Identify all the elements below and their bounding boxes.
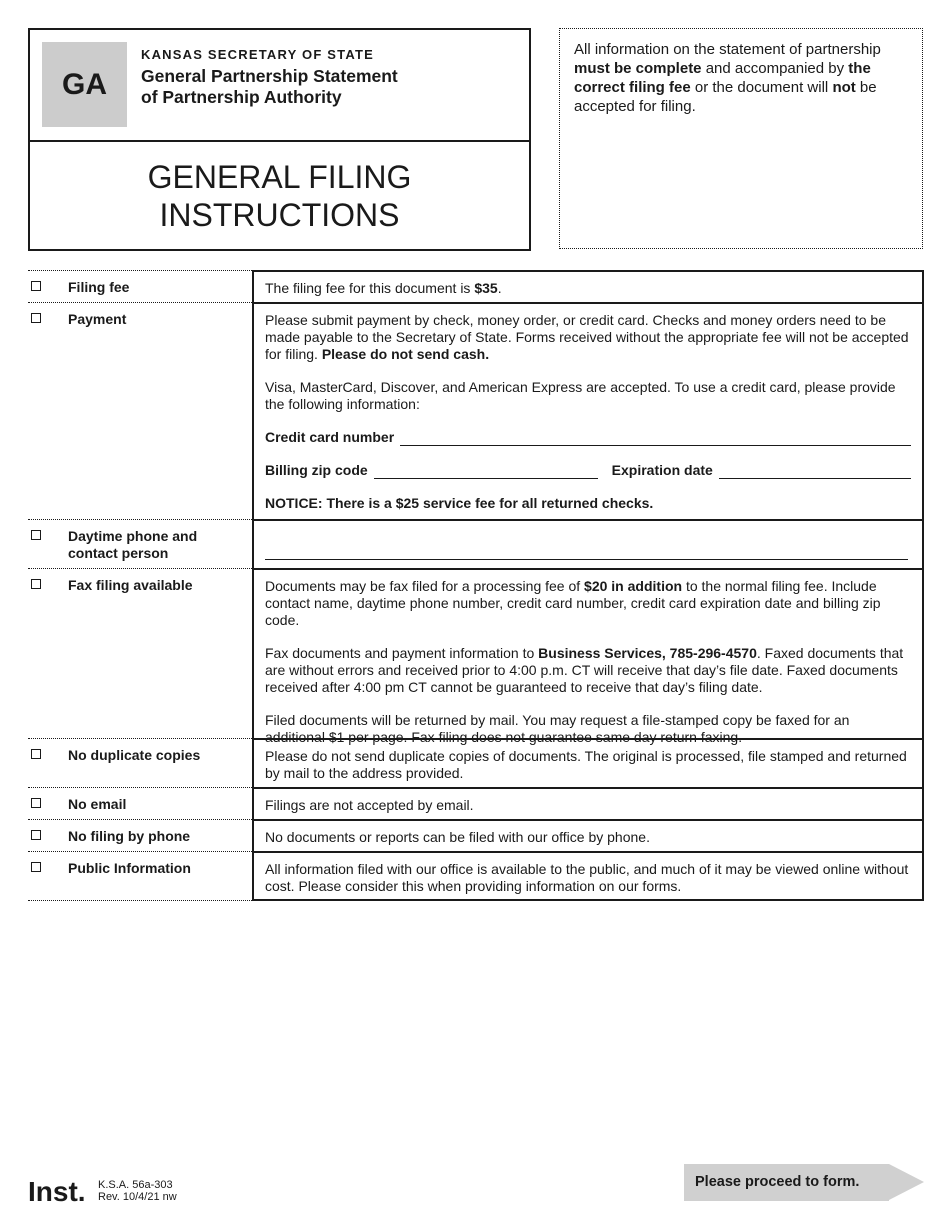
payment-paragraph [265, 312, 911, 363]
row-phone [28, 819, 924, 851]
zip-input[interactable] [374, 466, 598, 479]
fax-number: Business Services, 785-296-4570 [538, 645, 757, 661]
row-label [28, 819, 252, 851]
checkbox[interactable] [31, 579, 41, 589]
no-cash-warning: Please do not send cash. [321, 346, 490, 362]
row-label [28, 851, 252, 901]
label-contact-line-2: contact person [68, 545, 169, 561]
row-label [28, 738, 252, 787]
label-payment: Payment [68, 311, 127, 327]
notice-text: or the document will [690, 79, 833, 96]
checkbox[interactable] [31, 281, 41, 291]
row-content [252, 568, 924, 745]
payment-text: Please submit payment by check, money order, or credit card. Checks and money orders need to be made payable to the Secretary of State. Forms received without the appropriate fee will not be accepted for filing. [265, 312, 909, 362]
inst-label: Inst. [28, 1176, 86, 1207]
checkbox[interactable] [31, 798, 41, 808]
statute: K.S.A. 56a-303 [98, 1179, 173, 1191]
label-filing-fee: Filing fee [68, 279, 130, 295]
credit-card-input[interactable] [400, 433, 911, 446]
instructions-table [28, 270, 924, 901]
row-content [252, 519, 924, 568]
notice-emphasis: the correct filing fee [574, 60, 871, 96]
row-content: Please do not send duplicate copies of documents. The original is processed, file stamped and returned by mail to the address provided. [252, 738, 924, 787]
contact-input[interactable] [265, 521, 908, 560]
notice-text: be accepted for filing. [574, 79, 877, 115]
label-phone: No filing by phone [68, 828, 191, 844]
credit-card-info: Visa, MasterCard, Discover, and American Express are accepted. To use a credit card, please provide the following information: [265, 379, 896, 412]
label-duplicates: No duplicate copies [68, 747, 201, 763]
credit-card-field [265, 429, 911, 446]
revision: Rev. 10/4/21 nw [98, 1191, 177, 1203]
row-content [252, 270, 924, 302]
fax-text: Fax documents and payment information to [265, 645, 539, 661]
form-code-badge: GA [42, 42, 127, 127]
checkbox[interactable] [31, 862, 41, 872]
proceed-label: Please proceed to form. [695, 1174, 860, 1190]
filing-fee-text: . [497, 280, 502, 296]
zip-expiration-fields [265, 462, 911, 479]
row-email [28, 787, 924, 819]
citation [98, 1179, 177, 1203]
row-content: Filings are not accepted by email. [252, 787, 924, 819]
row-fax [28, 568, 924, 745]
form-title [141, 66, 441, 108]
notice-emphasis: not [832, 79, 856, 96]
row-duplicates [28, 738, 924, 787]
arrow-right-icon [889, 1164, 924, 1200]
page-title [30, 158, 529, 234]
label-email: No email [68, 796, 127, 812]
checkbox[interactable] [31, 749, 41, 759]
checkbox[interactable] [31, 530, 41, 540]
fax-fee-amount: $20 in addition [584, 578, 683, 594]
label-public: Public Information [68, 860, 191, 876]
fax-text: to the normal filing fee. Include contact name, daytime phone number, credit card number, credit card expiration date and billing zip code. [265, 578, 881, 628]
proceed-to-form-button[interactable] [684, 1164, 924, 1201]
form-title-line-2: of Partnership Authority [141, 87, 342, 107]
row-label [28, 568, 252, 738]
expiration-input[interactable] [719, 466, 911, 479]
row-contact [28, 519, 924, 568]
page-title-line-2: INSTRUCTIONS [159, 197, 400, 233]
agency-name: KANSAS SECRETARY OF STATE [141, 47, 374, 62]
notice-text: All information on the statement of partnership [574, 41, 881, 58]
row-label [28, 302, 252, 519]
returned-check-notice: NOTICE: There is a $25 service fee for all returned checks. [265, 495, 654, 511]
row-filing-fee [28, 270, 924, 302]
row-label [28, 519, 252, 568]
row-payment [28, 302, 924, 519]
zip-label: Billing zip code [265, 462, 368, 478]
filing-fee-text: The filing fee for this document is [265, 280, 475, 296]
checkbox[interactable] [31, 313, 41, 323]
fax-fee-paragraph [265, 578, 911, 629]
completeness-notice [559, 28, 923, 249]
checkbox[interactable] [31, 830, 41, 840]
row-content [252, 302, 924, 519]
filing-fee-amount: $35 [474, 280, 498, 296]
header-top [30, 30, 529, 142]
notice-emphasis: must be complete [574, 60, 702, 77]
credit-card-label: Credit card number [265, 429, 395, 445]
row-label [28, 787, 252, 819]
fax-return-paragraph: Filed documents will be returned by mail. You may request a file-stamped copy be faxed for an additional $1 per page. Fax filing does not guarantee same day return faxing. [265, 712, 850, 745]
label-contact-line-1: Daytime phone and [68, 528, 198, 544]
row-content: All information filed with our office is available to the public, and much of it may be viewed online without cost. Please consider this when providing information on our forms. [252, 851, 924, 901]
fax-number-paragraph [265, 645, 911, 696]
fax-text: Documents may be fax filed for a processing fee of [265, 578, 585, 594]
label-fax: Fax filing available [68, 577, 193, 593]
row-public [28, 851, 924, 901]
page-title-line-1: GENERAL FILING [147, 159, 412, 195]
notice-text: and accompanied by [701, 60, 849, 77]
row-label [28, 270, 252, 302]
row-content: No documents or reports can be filed with our office by phone. [252, 819, 924, 851]
expiration-label: Expiration date [611, 462, 713, 478]
form-header [28, 28, 531, 251]
fax-text: . Faxed documents that are without errors and received prior to 4:00 p.m. CT will receive that day’s file date. Faxed documents received after 4:00 pm CT cannot be guaranteed to receive that day’s filing date. [265, 645, 904, 695]
form-title-line-1: General Partnership Statement [141, 66, 398, 86]
